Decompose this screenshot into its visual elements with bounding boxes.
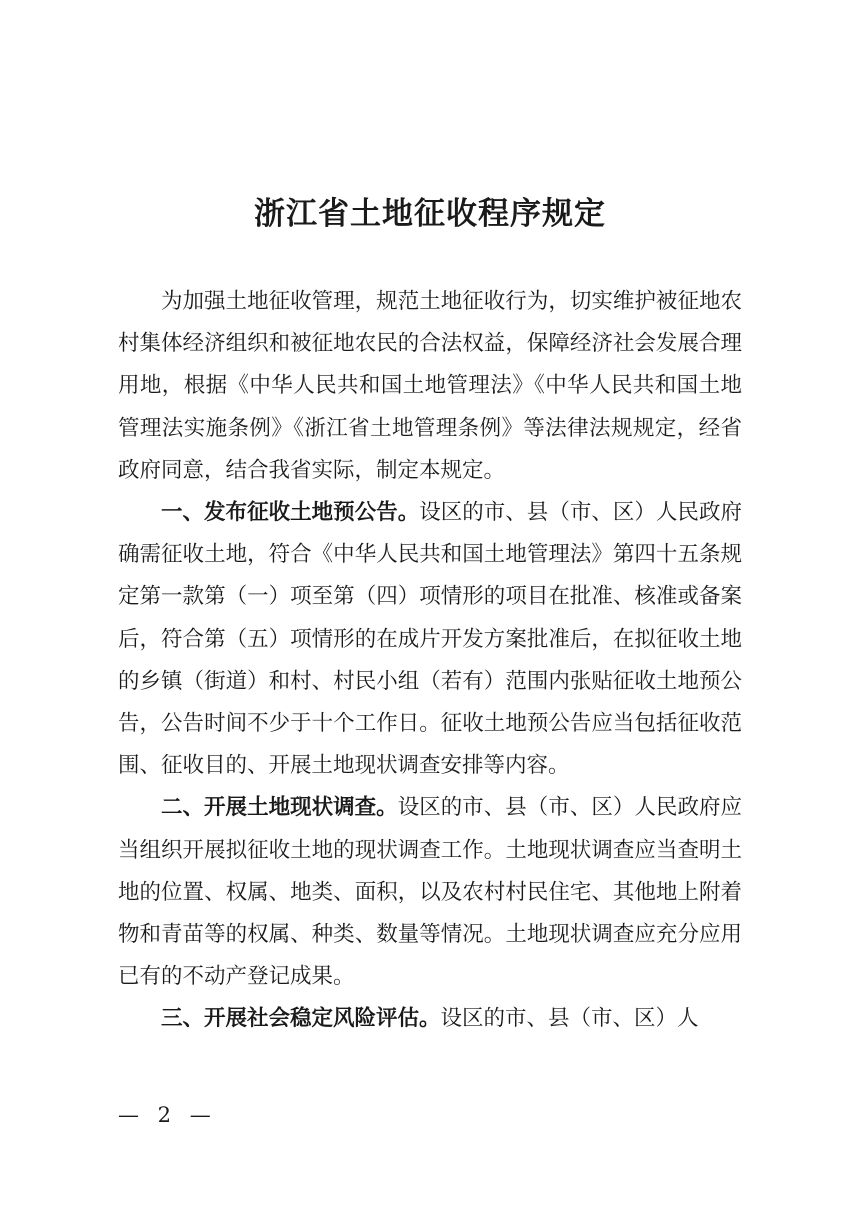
section-paragraph-2 bbox=[118, 787, 742, 998]
section-heading-2: 二、开展土地现状调查。 bbox=[161, 795, 398, 821]
intro-paragraph: 为加强土地征收管理，规范土地征收行为，切实维护被征地农村集体经济组织和被征地农民的合法权益，保障经济社会发展合理用地，根据《中华人民共和国土地管理法》《中华人民共和国土地管理法实施条例》《浙江省土地管理条例》等法律法规规定，经省政府同意，结合我省实际，制定本规定。 bbox=[118, 289, 742, 483]
section-heading-3: 三、开展社会稳定风险评估。 bbox=[161, 1006, 441, 1032]
section-text-3: 设区的市、县（市、区）人 bbox=[440, 1006, 699, 1032]
section-paragraph-1 bbox=[118, 492, 742, 787]
section-paragraph-3 bbox=[118, 998, 742, 1040]
document-body bbox=[118, 281, 742, 1041]
section-text-2: 设区的市、县（市、区）人民政府应当组织开展拟征收土地的现状调查工作。土地现状调查应当查明土地的位置、权属、地类、面积，以及农村村民住宅、其他地上附着物和青苗等的权属、种类、数量等情况。土地现状调查应充分应用已有的不动产登记成果。 bbox=[118, 795, 742, 990]
page-number: — 2 — bbox=[118, 1103, 217, 1127]
section-text-1: 设区的市、县（市、区）人民政府确需征收土地，符合《中华人民共和国土地管理法》第四十五条规定第一款第（一）项至第（四）项情形的项目在批准、核准或备案后，符合第（五）项情形的在成片开发方案批准后，在拟征收土地的乡镇（街道）和村、村民小组（若有）范围内张贴征收土地预公告，公告时间不少于十个工作日。征收土地预公告应当包括征收范围、征收目的、开展土地现状调查安排等内容。 bbox=[118, 500, 742, 779]
section-heading-1: 一、发布征收土地预公告。 bbox=[161, 500, 420, 526]
document-title: 浙江省土地征收程序规定 bbox=[254, 196, 606, 232]
